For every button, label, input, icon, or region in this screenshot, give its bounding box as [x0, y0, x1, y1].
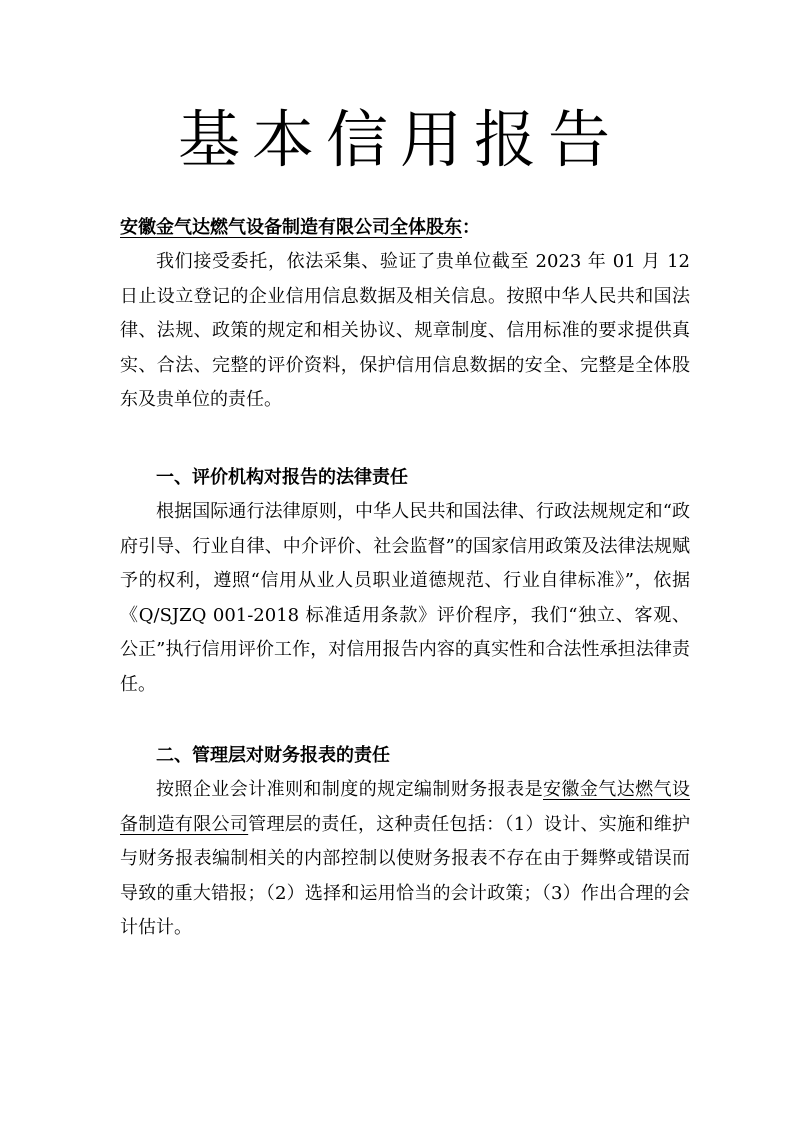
section2-company: 安徽金气达燃气设备制造有限公司 [120, 779, 690, 835]
salutation-company: 安徽金气达燃气设备制造有限公司全体股东 [120, 217, 462, 238]
section1-paragraph: 根据国际通行法律原则，中华人民共和国法律、行政法规规定和“政府引导、行业自律、中介评价、社会监督”的国家信用政策及法律法规赋予的权利，遵照“信用从业人员职业道德规范、行业自律标准》”，依据《Q/SJZQ 001-2018 标准适用条款》评价程序，我们“独立、客观、公正”执行信用评价工作，对信用报告内容的真实性和合法性承担法律责任。 [120, 501, 690, 695]
section2-paragraph [120, 773, 690, 946]
salutation [120, 211, 690, 246]
salutation-suffix: ： [462, 217, 480, 238]
section2-heading: 二、管理层对财务报表的责任 [156, 745, 390, 766]
section1-heading: 一、评价机构对报告的法律责任 [156, 467, 408, 488]
intro-paragraph: 我们接受委托，依法采集、验证了贵单位截至 2023 年 01 月 12 日止设立登记的企业信用信息数据及相关信息。按照中华人民共和国法律、法规、政策的规定和相关协议、规章制度、信用标准的要求提供真实、合法、完整的评价资料，保护信用信息数据的安全、完整是全体股东及贵单位的责任。 [120, 251, 690, 411]
section2-paragraph-prefix: 按照企业会计准则和制度的规定编制财务报表是 [156, 779, 543, 800]
section2-paragraph-suffix: 管理层的责任，这种责任包括：（1）设计、实施和维护与财务报表编制相关的内部控制以使财务报表不存在由于舞弊或错误而导致的重大错报；（2）选择和运用恰当的会计政策；（3）作出合理的会计估计。 [120, 813, 690, 939]
report-title: 基本信用报告 [177, 103, 622, 176]
